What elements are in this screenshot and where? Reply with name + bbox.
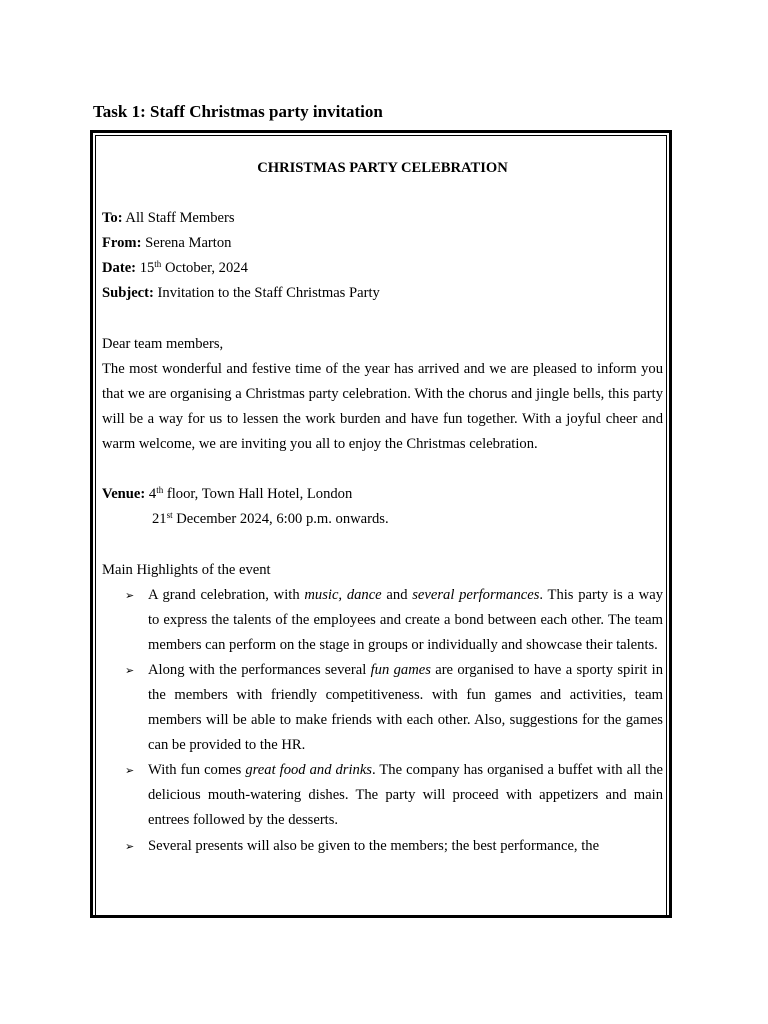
venue-label: Venue:	[102, 486, 146, 503]
highlight-item	[102, 758, 663, 833]
arrow-bullet-icon: ➢	[125, 839, 135, 853]
highlight-emphasis: great food and drinks	[245, 762, 372, 779]
highlight-emphasis: several performances	[412, 586, 540, 603]
intro-paragraph: The most wonderful and festive time of the year has arrived and we are pleased to inform you that we are organising a Christmas party celebration. With the chorus and jingle bells, this party will be a way for us to lessen the work burden and have fun together. With a joyful cheer and warm welcome, we are inviting you all to enjoy the Christmas celebration.	[102, 360, 663, 453]
to-line	[102, 206, 663, 231]
arrow-bullet-icon: ➢	[125, 764, 135, 778]
to-label: To:	[102, 210, 123, 227]
task-title: Task 1: Staff Christmas party invitation	[93, 102, 383, 121]
subject-value: Invitation to the Staff Christmas Party	[157, 285, 380, 302]
invitation-box	[90, 130, 672, 918]
arrow-bullet-icon: ➢	[125, 663, 135, 677]
highlight-item	[102, 658, 663, 758]
highlights-list	[102, 583, 663, 859]
from-value: Serena Marton	[145, 235, 232, 252]
highlight-item	[102, 834, 663, 859]
highlight-text: Several presents will also be given to the members; the best performance, the	[148, 837, 600, 854]
highlight-item	[102, 583, 663, 658]
highlights-heading: Main Highlights of the event	[102, 561, 271, 578]
from-label: From:	[102, 235, 142, 252]
venue-date-suffix: st	[166, 510, 173, 521]
venue-datetime-line	[102, 507, 663, 532]
highlight-text: . This party is a way to express the talents of the employees and create a bond between each other. The team members can perform on the stage in groups or individually and showcase their talents.	[148, 586, 663, 653]
to-value: All Staff Members	[125, 210, 235, 227]
highlight-text: A grand celebration, with	[148, 586, 305, 603]
date-suffix: th	[154, 259, 162, 270]
greeting: Dear team members,	[102, 335, 224, 352]
venue-floor-suffix: th	[156, 485, 164, 496]
venue-floor-num: 4	[148, 486, 157, 503]
venue-datetime: December 2024, 6:00 p.m. onwards.	[176, 511, 389, 528]
highlight-text: and	[381, 586, 413, 603]
highlight-emphasis: fun games	[370, 661, 431, 678]
highlight-emphasis: music, dance	[304, 586, 382, 603]
subject-label: Subject:	[102, 285, 154, 302]
date-rest: October, 2024	[164, 260, 248, 277]
date-day: 15	[139, 260, 155, 277]
highlight-text: are organised to have a sporty spirit in the members with friendly competitiveness. with fun games and activities, team members will be able to make friends with each other. Also, suggestions for the games can be provided to the HR.	[148, 661, 663, 754]
highlight-text: Along with the performances several	[148, 661, 371, 678]
subject-line	[102, 281, 663, 306]
venue-line	[102, 482, 663, 507]
venue-date-num: 21	[152, 511, 167, 528]
date-label: Date:	[102, 260, 137, 277]
from-line	[102, 231, 663, 256]
highlight-text: . The company has organised a buffet with all the delicious mouth-watering dishes. The party will proceed with appetizers and main entrees followed by the desserts.	[148, 762, 664, 829]
invitation-content	[102, 156, 663, 859]
date-line	[102, 256, 663, 281]
highlight-text: With fun comes	[148, 762, 246, 779]
venue-location: floor, Town Hall Hotel, London	[166, 486, 353, 503]
invitation-heading: CHRISTMAS PARTY CELEBRATION	[257, 160, 508, 176]
arrow-bullet-icon: ➢	[125, 588, 135, 602]
